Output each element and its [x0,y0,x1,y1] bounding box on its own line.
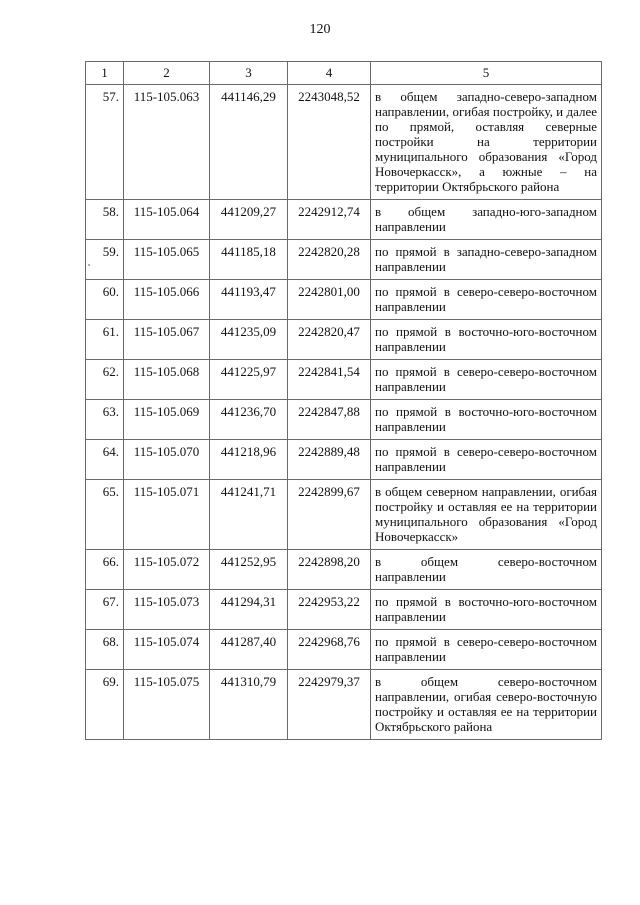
column-header-4: 4 [288,62,371,85]
row-number-cell: 59. [86,240,124,280]
y-coordinate-cell: 2242801,00 [288,280,371,320]
direction-description-cell: по прямой в западно-северо-западном направлении [371,240,602,280]
y-coordinate-cell: 2242820,28 [288,240,371,280]
row-number-cell: 65. [86,480,124,550]
row-number-cell: 60. [86,280,124,320]
table-row [86,630,602,670]
point-id-cell: 115-105.063 [124,85,210,200]
table-row [86,670,602,740]
y-coordinate-cell: 2242898,20 [288,550,371,590]
table-body [86,85,602,740]
row-number-cell: 61. [86,320,124,360]
column-header-2: 2 [124,62,210,85]
table-row [86,590,602,630]
table-row [86,200,602,240]
scan-speck [88,264,90,266]
table-row [86,480,602,550]
row-number-cell: 69. [86,670,124,740]
point-id-cell: 115-105.067 [124,320,210,360]
column-header-5: 5 [371,62,602,85]
table-row [86,550,602,590]
direction-description-cell: по прямой в восточно-юго-восточном направлении [371,320,602,360]
point-id-cell: 115-105.071 [124,480,210,550]
direction-description-cell: в общем северном направлении, огибая постройку и оставляя ее на территории муниципального образования «Город Новочеркасск» [371,480,602,550]
x-coordinate-cell: 441193,47 [210,280,288,320]
row-number-cell: 66. [86,550,124,590]
table-row [86,240,602,280]
table-row [86,320,602,360]
direction-description-cell: по прямой в северо-северо-восточном направлении [371,360,602,400]
table-row [86,400,602,440]
y-coordinate-cell: 2242912,74 [288,200,371,240]
x-coordinate-cell: 441236,70 [210,400,288,440]
x-coordinate-cell: 441209,27 [210,200,288,240]
point-id-cell: 115-105.075 [124,670,210,740]
row-number-cell: 68. [86,630,124,670]
point-id-cell: 115-105.070 [124,440,210,480]
point-id-cell: 115-105.064 [124,200,210,240]
y-coordinate-cell: 2242953,22 [288,590,371,630]
y-coordinate-cell: 2242968,76 [288,630,371,670]
page-number: 120 [309,22,331,37]
direction-description-cell: в общем северо-восточном направлении [371,550,602,590]
row-number-cell: 57. [86,85,124,200]
direction-description-cell: в общем северо-восточном направлении, огибая северо-восточную постройку и оставляя ее на территории Октябрьского района [371,670,602,740]
direction-description-cell: в общем западно-северо-западном направлении, огибая постройку, и далее по прямой, оставляя северные постройки на территории муниципального образования «Город Новочеркасск», а южные – на территории Октябрьского района [371,85,602,200]
row-number-cell: 64. [86,440,124,480]
direction-description-cell: по прямой в северо-северо-восточном направлении [371,440,602,480]
point-id-cell: 115-105.074 [124,630,210,670]
point-id-cell: 115-105.065 [124,240,210,280]
y-coordinate-cell: 2243048,52 [288,85,371,200]
boundary-points-table [85,61,602,740]
direction-description-cell: по прямой в северо-северо-восточном направлении [371,280,602,320]
x-coordinate-cell: 441252,95 [210,550,288,590]
x-coordinate-cell: 441294,31 [210,590,288,630]
direction-description-cell: по прямой в восточно-юго-восточном направлении [371,400,602,440]
point-id-cell: 115-105.072 [124,550,210,590]
direction-description-cell: по прямой в восточно-юго-восточном направлении [371,590,602,630]
x-coordinate-cell: 441185,18 [210,240,288,280]
row-number-cell: 67. [86,590,124,630]
x-coordinate-cell: 441225,97 [210,360,288,400]
y-coordinate-cell: 2242847,88 [288,400,371,440]
y-coordinate-cell: 2242979,37 [288,670,371,740]
row-number-cell: 63. [86,400,124,440]
point-id-cell: 115-105.073 [124,590,210,630]
x-coordinate-cell: 441218,96 [210,440,288,480]
x-coordinate-cell: 441241,71 [210,480,288,550]
y-coordinate-cell: 2242841,54 [288,360,371,400]
table-header-row [86,62,602,85]
table-row [86,440,602,480]
row-number-cell: 62. [86,360,124,400]
direction-description-cell: по прямой в северо-северо-восточном направлении [371,630,602,670]
column-header-3: 3 [210,62,288,85]
row-number-cell: 58. [86,200,124,240]
column-header-1: 1 [86,62,124,85]
x-coordinate-cell: 441146,29 [210,85,288,200]
x-coordinate-cell: 441235,09 [210,320,288,360]
direction-description-cell: в общем западно-юго-западном направлении [371,200,602,240]
table-row [86,85,602,200]
y-coordinate-cell: 2242889,48 [288,440,371,480]
table-row [86,280,602,320]
y-coordinate-cell: 2242899,67 [288,480,371,550]
point-id-cell: 115-105.069 [124,400,210,440]
x-coordinate-cell: 441310,79 [210,670,288,740]
x-coordinate-cell: 441287,40 [210,630,288,670]
point-id-cell: 115-105.066 [124,280,210,320]
y-coordinate-cell: 2242820,47 [288,320,371,360]
point-id-cell: 115-105.068 [124,360,210,400]
table-row [86,360,602,400]
